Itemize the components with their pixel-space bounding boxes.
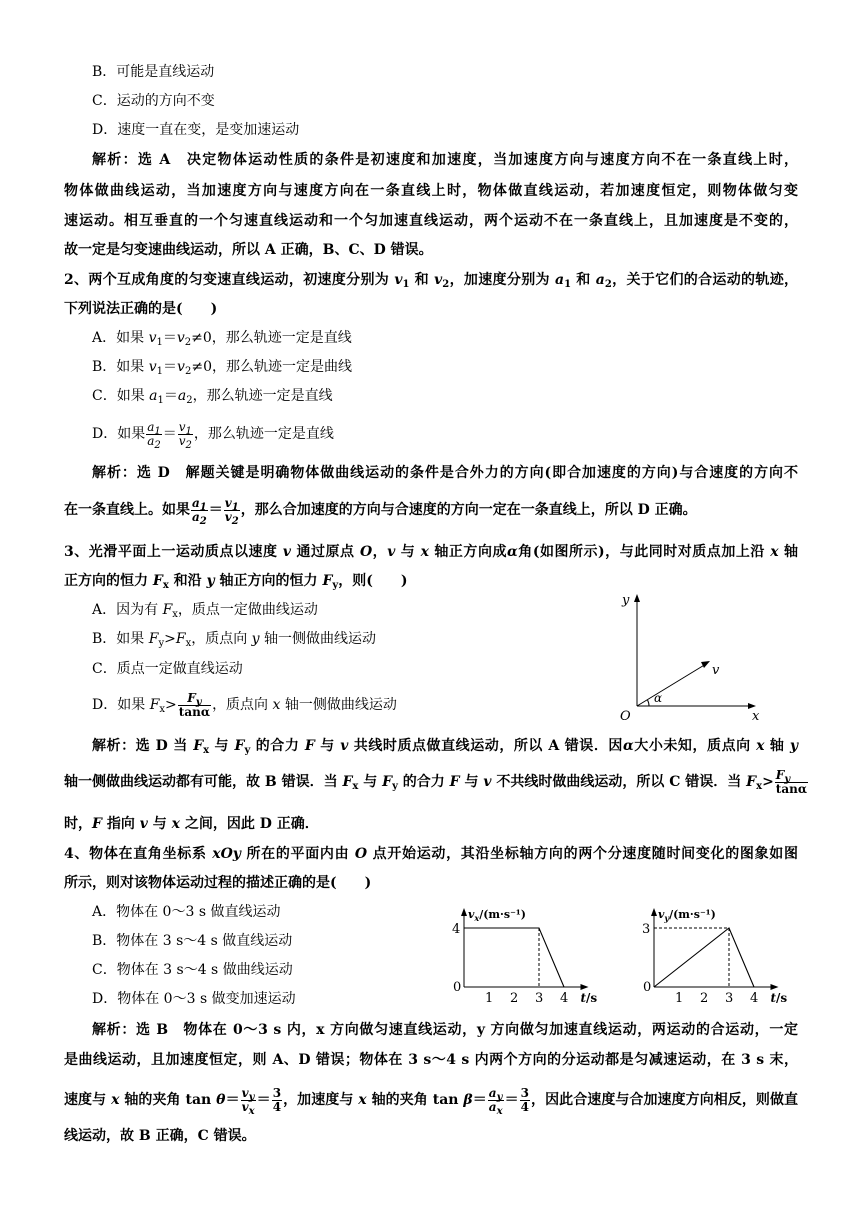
q2-option-d: D．如果 $\frac{a_1}{a_2}$ ＝ $\frac{v_1}{v_2}$ ，那么轨迹一定是直线 — [92, 419, 334, 451]
q4-stem-line-1: 4、物体在直角坐标系 xOy 所在的平面内由 O 点开始运动，其沿坐标轴方向的两个分速度随时间变化的图象如图 — [64, 846, 798, 862]
velocity-arrowhead — [701, 661, 710, 668]
vy-series-line — [654, 928, 754, 987]
q1-explanation-line-2: 物体做曲线运动，当加速度方向与速度方向在一条直线上时，物体做直线运动，若加速度恒定，则物体做匀变 — [64, 183, 798, 199]
q3-option-b: B．如果 $F_y>F_x$，质点向 y 轴一侧做曲线运动 — [92, 631, 377, 649]
vy-y-axis-arrow — [651, 908, 657, 916]
vy-x-tick-2: 2 — [700, 991, 709, 1006]
vx-x-axis-label: t/s — [580, 991, 598, 1005]
q1-explanation-line-1: 解析：选 A 决定物体运动性质的条件是初速度和加速度，当加速度方向与速度方向不在一条直线上时， — [92, 152, 798, 168]
vx-y-axis-arrow — [461, 908, 467, 916]
q3-explanation-line-3: 时，F 指向 v 与 x 之间，因此 D 正确． — [64, 816, 319, 832]
fraction-fy-tanalpha: $\frac{F_y}{\tan\alpha}$ — [178, 690, 211, 719]
q4-option-a: A．物体在 0～3 s 做直线运动 — [92, 904, 281, 920]
x-axis-label: x — [752, 709, 760, 724]
q2-option-c: C．如果 $a_1=a_2$，那么轨迹一定是直线 — [92, 388, 333, 406]
q4-option-d: D．物体在 0～3 s 做变加速运动 — [92, 991, 296, 1007]
q2-explanation-line-2: 在一条直线上。如果 $\frac{a_1}{a_2}$ ＝ $\frac{v_1}{v_2}$ ，那么合加速度的方向与合速度的方向一定在一条直线上，所以 D 正确。 — [64, 495, 697, 527]
fraction-v1-v2: $\frac{v_1}{v_2}$ — [178, 419, 192, 451]
q2-stem-line-2: 下列说法正确的是( ) — [64, 301, 218, 317]
alpha-arc — [648, 700, 650, 706]
vy-origin-label: 0 — [643, 980, 652, 995]
q1-explanation-line-3: 速运动。相互垂直的一个匀速直线运动和一个匀加速直线运动，两个运动不在一条直线上，且加速度是不变的， — [64, 213, 798, 229]
vy-y-axis-label: $v_y/(m\cdot s^{-1})$ — [658, 908, 716, 923]
q2-option-b: B．如果 $v_1=v_2\ne 0$，那么轨迹一定是曲线 — [92, 359, 352, 377]
vx-x-tick-3: 3 — [535, 991, 544, 1006]
vx-origin-label: 0 — [453, 980, 462, 995]
q1-option-c: C．运动的方向不变 — [92, 93, 215, 109]
q2-option-a: A．如果 $v_1=v_2\ne 0$，那么轨迹一定是直线 — [92, 330, 352, 348]
vy-x-tick-3: 3 — [725, 991, 734, 1006]
vx-y-axis-label: $v_x/(m\cdot s^{-1})$ — [468, 908, 526, 923]
vy-x-axis-label: t/s — [770, 991, 788, 1005]
fraction-a1-a2: $\frac{a_1}{a_2}$ — [147, 419, 161, 451]
velocity-vector — [637, 664, 706, 706]
q2-explanation-line-1: 解析：选 D 解题关键是明确物体做曲线运动的条件是合外力的方向(即合加速度的方向)与合速度的方向不 — [92, 465, 798, 481]
v-label: v — [712, 663, 720, 678]
q4-option-c: C．物体在 3 s～4 s 做曲线运动 — [92, 962, 293, 978]
q1-explanation-line-4: 故一定是匀变速曲线运动，所以 A 正确，B、C、D 错误。 — [64, 242, 433, 258]
fraction-ay-ax: $\frac{a_y}{a_x}$ — [488, 1085, 503, 1117]
origin-label: O — [620, 709, 631, 724]
q3-stem-line-2: 正方向的恒力 $F_x$ 和沿 y 轴正方向的恒力 $F_y$，则( ) — [64, 573, 408, 591]
q3-option-d: D．如果 $F_x>$ $\frac{F_y}{\tan\alpha}$ ，质点向 x 轴一侧做曲线运动 — [92, 690, 397, 719]
vy-y-tick-3: 3 — [642, 922, 651, 937]
q3-explanation-line-1: 解析：选 D 当 $F_x$ 与 $F_y$ 的合力 F 与 v 共线时质点做直线运动，所以 A 错误．因α大小未知，质点向 x 轴 y — [92, 738, 799, 756]
q3-explanation-line-2: 轴一侧做曲线运动都有可能，故 B 错误．当 $F_x$ 与 $F_y$ 的合力 F 与 v 不共线时做曲线运动，所以 C 错误．当 $F_x>$ $\frac{F_y}{\tan\alpha}$ — [64, 767, 808, 796]
vx-y-tick-4: 4 — [452, 922, 461, 937]
vx-time-chart — [440, 900, 620, 1010]
fraction-3-4-a: $\frac{3}{4}$ — [272, 1085, 282, 1114]
y-axis-label: y — [622, 593, 630, 608]
alpha-label: α — [654, 691, 663, 705]
vy-x-tick-4: 4 — [750, 991, 759, 1006]
q3-option-a: A．因为有 $F_x$，质点一定做曲线运动 — [92, 602, 318, 620]
q3-option-c: C．质点一定做直线运动 — [92, 661, 243, 677]
q1-option-d: D．速度一直在变，是变加速运动 — [92, 122, 300, 138]
q4-explanation-line-2: 是曲线运动，且加速度恒定，则 A、D 错误；物体在 3 s～4 s 内两个方向的分运动都是匀减速运动，在 3 s 末， — [64, 1052, 798, 1068]
q4-explanation-line-1: 解析：选 B 物体在 0～3 s 内，x 方向做匀速直线运动，y 方向做匀加速直线运动，两运动的合运动，一定 — [92, 1022, 798, 1038]
q4-option-b: B．物体在 3 s～4 s 做直线运动 — [92, 933, 293, 949]
vx-x-axis-arrow — [581, 984, 589, 990]
vx-series-line — [464, 928, 564, 987]
fraction-fy-tanalpha-explain: $\frac{F_y}{\tan\alpha}$ — [775, 767, 808, 796]
q4-explanation-line-3: 速度与 x 轴的夹角 tan θ＝ $\frac{v_y}{v_x}$ ＝ $\frac{3}{4}$ ，加速度与 x 轴的夹角 tan β＝ $\frac{a_y}{a_x}$ ＝ $\frac{3}{4}$ ，因此合速度与合加速度方向相反，则做直 — [64, 1085, 799, 1117]
q4-explanation-line-4: 线运动，故 B 正确，C 错误。 — [64, 1128, 256, 1144]
vy-x-tick-1: 1 — [675, 991, 684, 1006]
y-axis-arrow — [634, 594, 640, 602]
fraction-v1-v2-explain: $\frac{v_1}{v_2}$ — [224, 495, 239, 527]
vx-x-tick-2: 2 — [510, 991, 519, 1006]
fraction-a1-a2-explain: $\frac{a_1}{a_2}$ — [192, 495, 207, 527]
vx-x-tick-4: 4 — [560, 991, 569, 1006]
q2-stem-line-1: 2、两个互成角度的匀变速直线运动，初速度分别为 $v_1$ 和 $v_2$，加速度分别为 $a_1$ 和 $a_2$，关于它们的合运动的轨迹， — [64, 272, 799, 290]
vx-x-tick-1: 1 — [485, 991, 494, 1006]
velocity-diagram — [606, 588, 766, 726]
fraction-vy-vx: $\frac{v_y}{v_x}$ — [241, 1085, 255, 1117]
q3-stem-line-1: 3、光滑平面上一运动质点以速度 v 通过原点 O，v 与 x 轴正方向成α角(如图所示)，与此同时对质点加上沿 x 轴 — [64, 544, 799, 560]
vy-x-axis-arrow — [771, 984, 779, 990]
fraction-3-4-b: $\frac{3}{4}$ — [520, 1085, 529, 1114]
q1-option-b: B．可能是直线运动 — [92, 64, 215, 80]
q4-stem-line-2: 所示，则对该物体运动过程的描述正确的是( ) — [64, 875, 372, 891]
vy-time-chart — [630, 900, 810, 1010]
